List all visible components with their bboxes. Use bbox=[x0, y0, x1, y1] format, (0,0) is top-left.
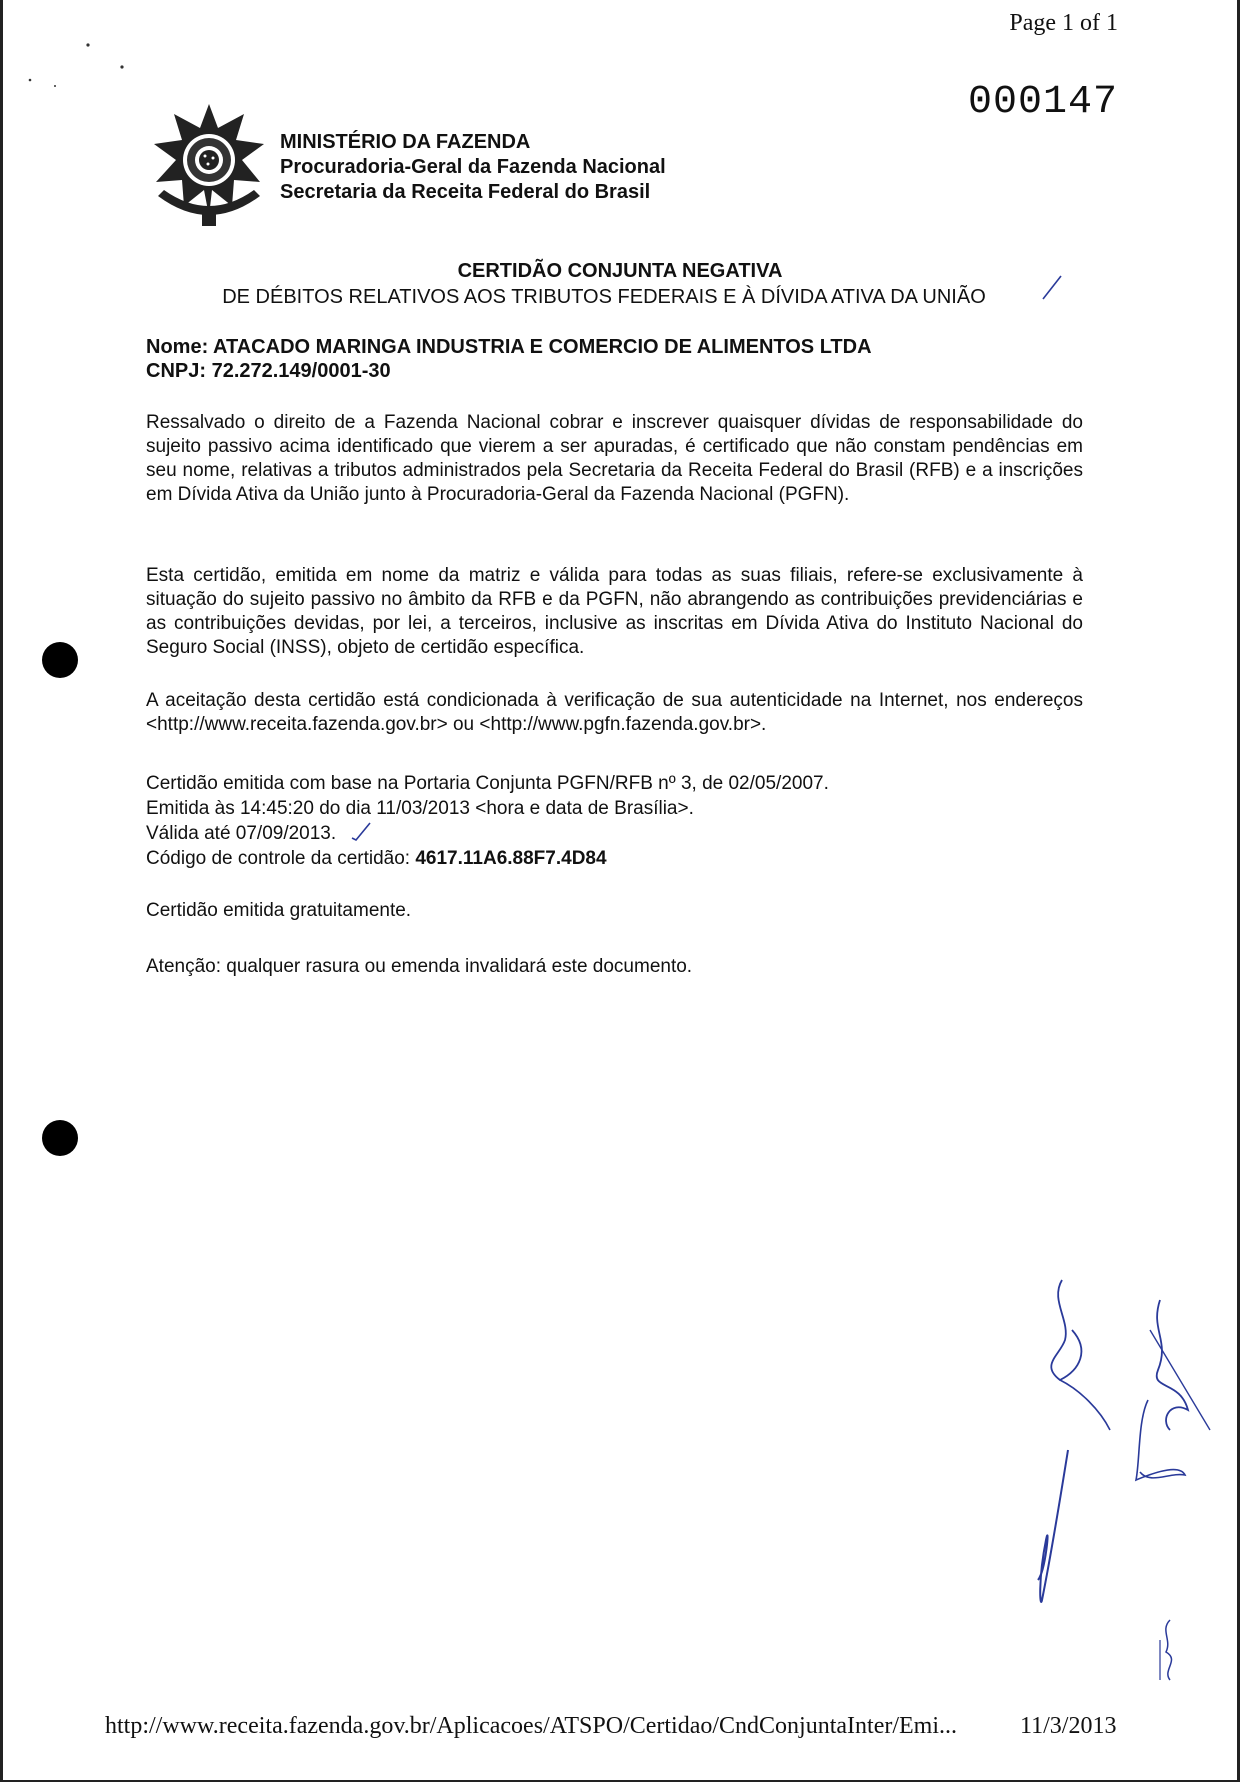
warning-note: Atenção: qualquer rasura ou emenda invalidará este documento. bbox=[146, 956, 693, 977]
rfb-name: Secretaria da Receita Federal do Brasil bbox=[280, 181, 651, 203]
footer-date: 11/3/2013 bbox=[1020, 1713, 1117, 1739]
free-issue-note: Certidão emitida gratuitamente. bbox=[146, 900, 412, 921]
pgfn-name: Procuradoria-Geral da Fazenda Nacional bbox=[280, 156, 666, 178]
control-code-label: Código de controle da certidão: bbox=[146, 848, 416, 869]
validity-date: Válida até 07/09/2013. bbox=[146, 823, 337, 844]
pen-check-mark-icon bbox=[1040, 272, 1064, 302]
footer-url: http://www.receita.fazenda.gov.br/Aplicacoes/ATSPO/Certidao/CndConjuntaInter/Emi... bbox=[105, 1713, 958, 1739]
legal-basis: Certidão emitida com base na Portaria Conjunta PGFN/RFB nº 3, de 02/05/2007. bbox=[146, 773, 829, 794]
control-code-line bbox=[146, 846, 829, 871]
handwritten-signature-icon bbox=[1010, 1260, 1240, 1740]
paragraph-authenticity: A aceitação desta certidão está condicionada à verificação de sua autenticidade na Internet, nos endereços <http://www.receita.fazenda.gov.br> ou <http://www.pgfn.fazenda.gov.br>. bbox=[146, 690, 1083, 735]
page-info: Page 1 of 1 bbox=[1009, 10, 1118, 36]
issue-datetime: Emitida às 14:45:20 do dia 11/03/2013 <hora e data de Brasília>. bbox=[146, 798, 694, 819]
pen-check-mark-icon bbox=[350, 820, 372, 842]
punch-hole bbox=[42, 642, 78, 678]
taxpayer-cnpj: CNPJ: 72.272.149/0001-30 bbox=[146, 360, 391, 382]
protocol-number: 000147 bbox=[968, 80, 1119, 125]
paragraph-scope: Esta certidão, emitida em nome da matriz e válida para todas as suas filiais, refere-se exclusivamente à situação do sujeito passivo no âmbito da RFB e da PGFN, não abrangendo as contribuições previdenciárias e as contribuições devidas, por lei, a terceiros, inclusive as inscritas em Dívida Ativa do Instituto Nacional do Seguro Social (INSS), objeto de certidão específica. bbox=[146, 565, 1083, 658]
certificate-subtitle: DE DÉBITOS RELATIVOS AOS TRIBUTOS FEDERAIS E À DÍVIDA ATIVA DA UNIÃO bbox=[222, 286, 986, 308]
certificate-title: CERTIDÃO CONJUNTA NEGATIVA bbox=[457, 260, 783, 282]
paragraph-certification: Ressalvado o direito de a Fazenda Nacional cobrar e inscrever quaisquer dívidas de responsabilidade do sujeito passivo acima identificado que vierem a ser apuradas, é certificado que não constam pendências em seu nome, relativas a tributos administrados pela Secretaria da Receita Federal do Brasil (RFB) e a inscrições em Dívida Ativa da União junto à Procuradoria-Geral da Fazenda Nacional (PGFN). bbox=[146, 412, 1083, 505]
punch-hole bbox=[42, 1120, 78, 1156]
coat-of-arms-icon bbox=[150, 100, 268, 234]
ministry-header bbox=[280, 130, 666, 205]
taxpayer-name: Nome: ATACADO MARINGA INDUSTRIA E COMERCIO DE ALIMENTOS LTDA bbox=[146, 336, 872, 358]
certificate-details bbox=[146, 771, 829, 871]
scan-specks bbox=[0, 0, 140, 110]
taxpayer-identification bbox=[146, 335, 872, 383]
control-code: 4617.11A6.88F7.4D84 bbox=[415, 848, 607, 869]
ministry-name: MINISTÉRIO DA FAZENDA bbox=[280, 131, 531, 153]
